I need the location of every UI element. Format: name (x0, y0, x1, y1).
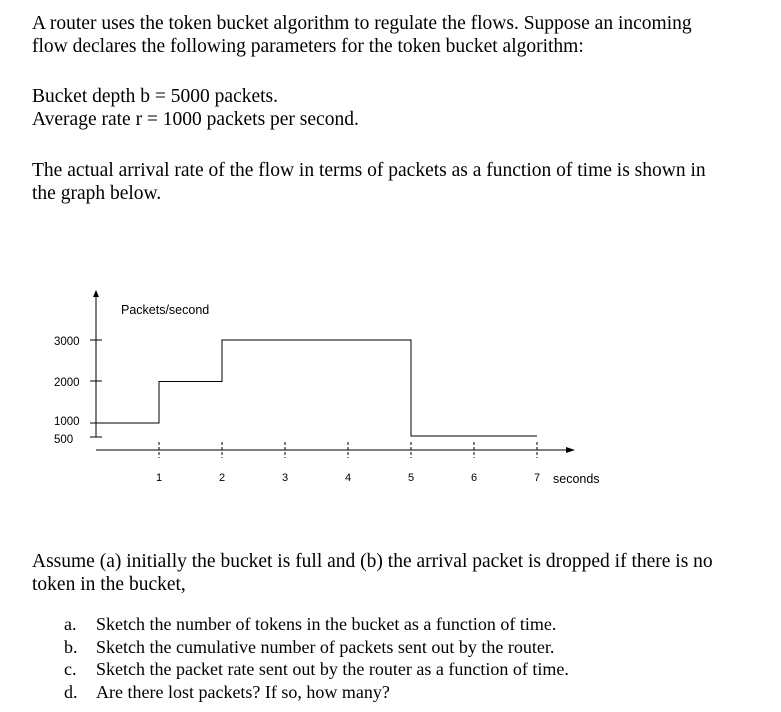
x-ticks (156, 442, 540, 484)
y-axis-arrow (93, 290, 99, 297)
question-text: Sketch the cumulative number of packets sent out by the router. (96, 636, 555, 657)
assumption-line-2: token in the bucket, (32, 574, 186, 595)
x-tick-label-2: 2 (219, 472, 226, 484)
y-tick-label-2000: 2000 (54, 377, 80, 389)
intro-line-2: flow declares the following parameters for the token bucket algorithm: (32, 36, 584, 57)
x-axis-arrow (566, 447, 575, 453)
x-tick-label-3: 3 (282, 472, 289, 484)
question-item (64, 613, 569, 636)
x-tick-label-6: 6 (471, 472, 478, 484)
question-marker: a. (64, 614, 77, 634)
parameters-paragraph (32, 85, 767, 131)
question-text: Sketch the packet rate sent out by the router as a function of time. (96, 659, 569, 679)
assumption-paragraph (32, 550, 767, 596)
x-tick-label-1: 1 (156, 472, 163, 484)
y-ticks (54, 336, 102, 446)
graph-intro-line-2: the graph below. (32, 183, 162, 204)
question-list (64, 613, 569, 703)
graph-intro-line-1: The actual arrival rate of the flow in terms of packets as a function of time is shown in (32, 160, 706, 181)
x-axis-label: seconds (553, 472, 600, 486)
intro-paragraph (32, 12, 767, 58)
graph-intro-paragraph (32, 159, 767, 205)
y-tick-label-500: 500 (54, 434, 74, 446)
question-text: Are there lost packets? If so, how many? (96, 681, 390, 702)
question-marker: d. (64, 681, 78, 702)
question-item (64, 658, 569, 681)
y-axis-label: Packets/second (121, 303, 210, 317)
x-tick-label-4: 4 (345, 472, 352, 484)
bucket-depth-line: Bucket depth b = 5000 packets. (32, 86, 279, 107)
question-item (64, 681, 569, 704)
question-text: Sketch the number of tokens in the bucket as a function of time. (96, 614, 557, 634)
x-tick-label-7: 7 (534, 472, 541, 484)
assumption-line-1: Assume (a) initially the bucket is full and (b) the arrival packet is dropped if there is no (32, 551, 713, 572)
question-marker: c. (64, 659, 77, 679)
average-rate-line: Average rate r = 1000 packets per second. (32, 109, 359, 130)
question-item (64, 636, 569, 659)
x-tick-label-5: 5 (408, 472, 415, 484)
arrival-rate-line (96, 340, 537, 436)
arrival-rate-chart (0, 285, 781, 495)
question-marker: b. (64, 636, 78, 657)
intro-line-1: A router uses the token bucket algorithm to regulate the flows. Suppose an incoming (32, 13, 692, 34)
y-tick-label-1000: 1000 (54, 416, 80, 428)
y-tick-label-3000: 3000 (54, 336, 80, 348)
